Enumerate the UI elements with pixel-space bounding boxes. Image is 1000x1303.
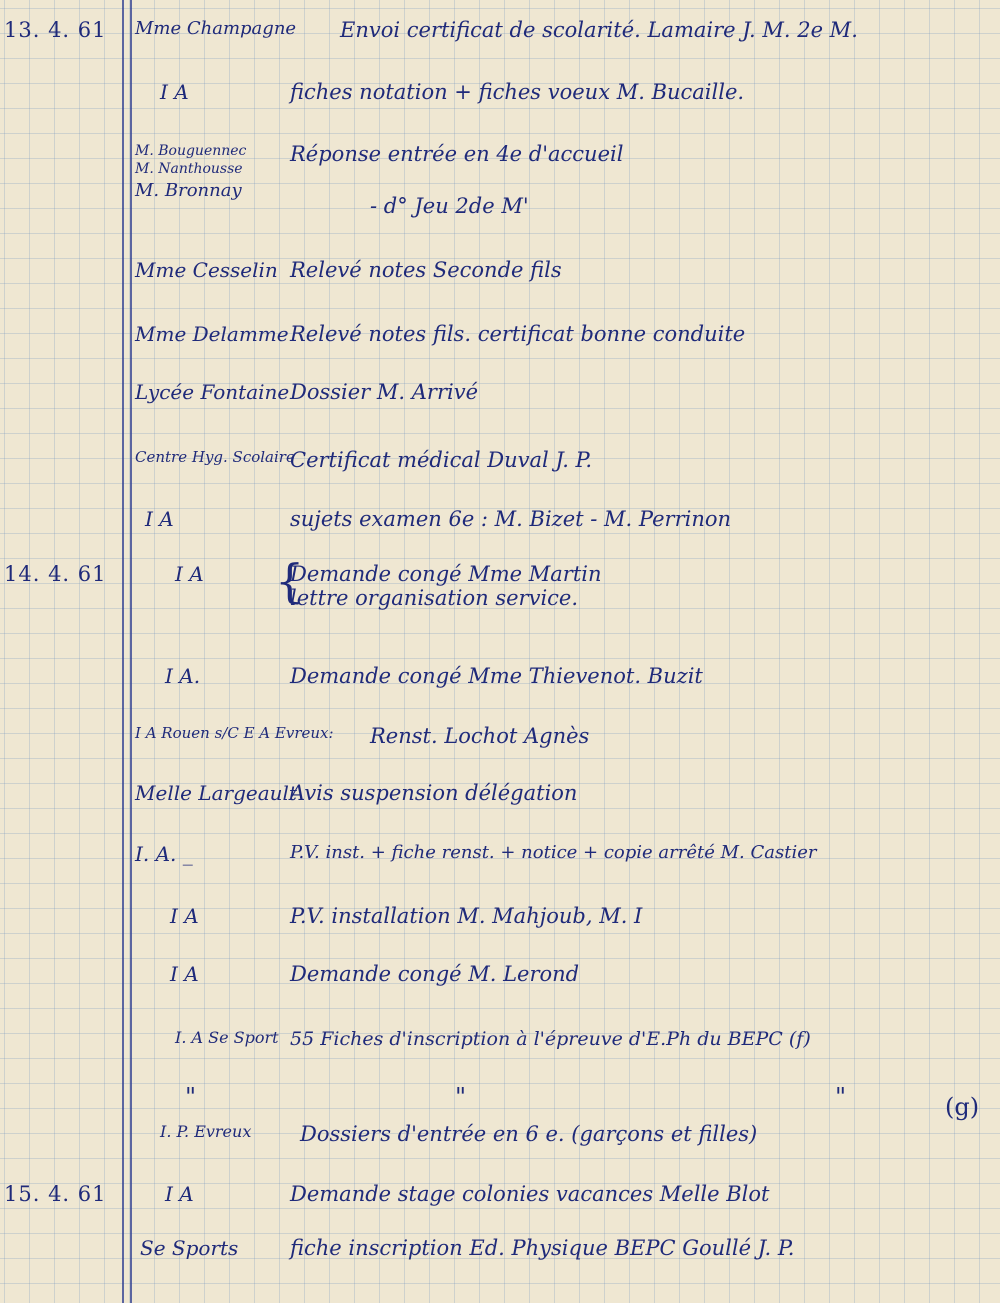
entry-sender: I A: [165, 1182, 194, 1206]
entry-sender: I A: [175, 562, 204, 586]
entry-sender: I A: [170, 962, 199, 986]
entry-date: 15. 4. 61: [4, 1182, 107, 1206]
entry-sender: I A: [160, 80, 189, 104]
entry-subject: Relevé notes fils. certificat bonne conduite: [290, 322, 746, 346]
entry-date: 13. 4. 61: [4, 18, 107, 42]
ditto-mark: ": [185, 1083, 197, 1111]
subject-line: Demande congé Mme Martin: [290, 562, 602, 586]
entry-sender: Melle Largeault: [135, 781, 297, 805]
entry-sender: Mme Champagne: [135, 18, 297, 39]
entry-subject: Demande congé Mme Thievenot. Buzit: [290, 664, 703, 688]
sender-line: M. Nanthousse: [135, 161, 243, 177]
entry-note: (g): [945, 1093, 980, 1121]
entry-subject: Envoi certificat de scolarité. Lamaire J. M. 2e M.: [340, 18, 858, 42]
entry-sender: I A Rouen s/C E A Evreux:: [135, 724, 334, 742]
entry-sender: Mme Cesselin: [135, 258, 278, 282]
entry-sender: I. A Se Sport: [175, 1028, 279, 1047]
entry-sender: I A: [170, 904, 199, 928]
entry-subject: Demande congé M. Lerond: [290, 962, 580, 986]
entry-subject: P.V. installation M. Mahjoub, M. I: [290, 904, 643, 928]
entry-sender: I. A. _: [135, 842, 193, 866]
entry-subject: Avis suspension délégation: [290, 781, 578, 805]
subject-line: lettre organisation service.: [290, 586, 579, 610]
ditto-mark: ": [835, 1083, 847, 1111]
entry-subject: 55 Fiches d'inscription à l'épreuve d'E.Ph du BEPC (f): [290, 1028, 811, 1050]
entry-date: 14. 4. 61: [4, 562, 107, 586]
sender-line: M. Bronnay: [135, 180, 242, 201]
entry-subject: Dossier M. Arrivé: [290, 380, 478, 404]
entry-subject: Certificat médical Duval J. P.: [290, 448, 593, 472]
entry-sender: I. P. Evreux: [160, 1122, 252, 1141]
entry-sender: [135, 142, 295, 204]
entry-subject: [290, 142, 988, 218]
subject-line: Réponse entrée en 4e d'accueil: [290, 142, 624, 166]
entry-sender: I A: [145, 507, 174, 531]
ditto-mark: ": [455, 1083, 467, 1111]
entry-subject: P.V. inst. + fiche renst. + notice + copie arrêté M. Castier: [290, 842, 817, 863]
entry-subject: Dossiers d'entrée en 6 e. (garçons et filles): [300, 1122, 758, 1146]
entry-sender: Centre Hyg. Scolaire: [135, 448, 295, 466]
entry-sender: Lycée Fontaine: [135, 380, 290, 404]
entry-subject: fiches notation + fiches voeux M. Bucaille.: [290, 80, 745, 104]
subject-line: - d° Jeu 2de M': [370, 194, 529, 218]
brace-icon: {: [275, 554, 305, 608]
entry-subject: Relevé notes Seconde fils: [290, 258, 562, 282]
entry-subject: Renst. Lochot Agnès: [370, 724, 590, 748]
entry-sender: Mme Delamme: [135, 322, 289, 346]
entry-subject: [290, 562, 988, 610]
entry-sender: I A.: [165, 664, 201, 688]
entry-subject: Demande stage colonies vacances Melle Blot: [290, 1182, 770, 1206]
entry-subject: sujets examen 6e : M. Bizet - M. Perrinon: [290, 507, 732, 531]
sender-line: M. Bouguennec: [135, 143, 247, 159]
entry-sender: Se Sports: [140, 1236, 239, 1260]
entry-subject: fiche inscription Ed. Physique BEPC Goullé J. P.: [290, 1236, 795, 1260]
